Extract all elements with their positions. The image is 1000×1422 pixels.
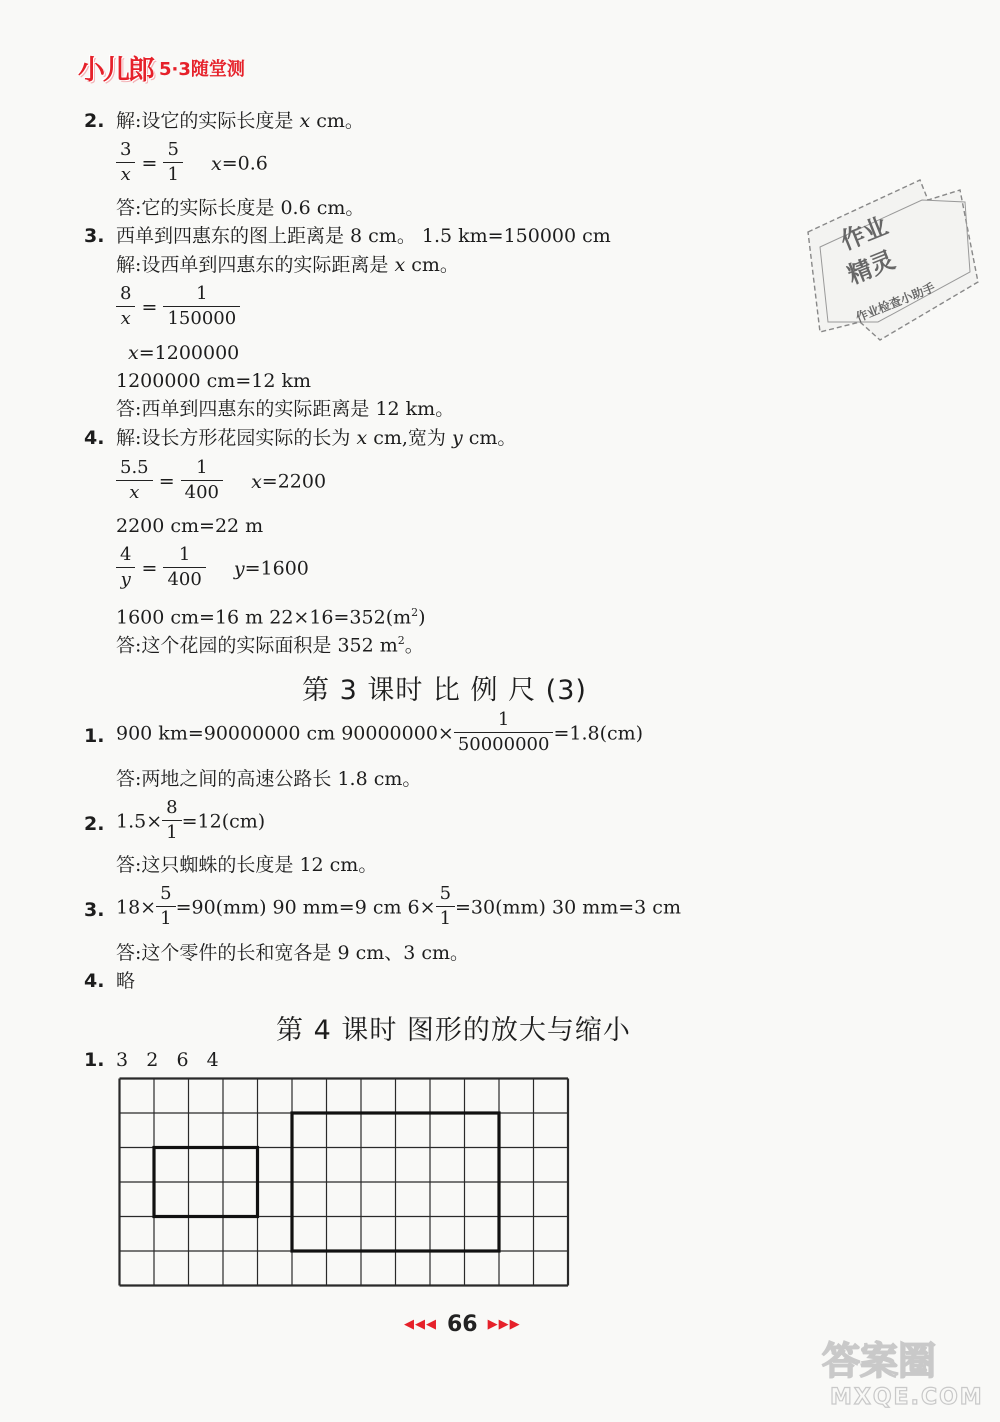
series-text: 5·3随堂测	[159, 58, 245, 80]
question-number: 1.	[84, 725, 105, 747]
question-number: 4.	[84, 970, 105, 992]
q2-intro-line: 解:设它的实际长度是 x cm。	[116, 110, 364, 132]
q4-conversion-1: 2200 cm=22 m	[116, 515, 264, 537]
q3-intro-line: 解:设西单到四惠东的实际距离是 x cm。	[116, 254, 459, 276]
q4-conversion-2: 1600 cm=16 m $22\times 16=352(m^2)$	[116, 606, 426, 629]
q3-proportion: $\frac{8}{x}$ = $\frac{1}{150000}$	[116, 284, 240, 334]
q4-proportion-2: $\frac{4}{y}$ = $\frac{1}{400}$ y=1600	[116, 545, 309, 595]
q4-proportion-1: $\frac{5.5}{x}$ = $\frac{1}{400}$ x=2200	[116, 458, 326, 508]
grid-figure	[118, 1077, 570, 1295]
l3-q2-line: 1.5× $\frac{8}{1}$ =12(cm)	[116, 797, 266, 843]
q3-conversion: 1200000 cm=12 km	[116, 370, 311, 392]
right-arrows-icon: ▶▶▶	[487, 1317, 521, 1332]
question-number: 2.	[84, 813, 105, 835]
stamp-line1: 作业	[836, 211, 892, 256]
question-number: 1.	[84, 1049, 105, 1071]
left-arrows-icon: ◀◀◀	[404, 1317, 437, 1332]
question-number: 4.	[84, 427, 105, 449]
l3-q3-line: 18× $\frac{5}{1}$ =90(mm) 90 mm=9 cm 6× $\frac{5}{1}$ =30(mm) 30 mm=3 cm	[116, 883, 681, 929]
question-number: 2.	[84, 110, 105, 132]
lesson4-title: 第 4 课时 图形的放大与缩小	[276, 1015, 631, 1046]
q3-line1: 西单到四惠东的图上距离是 8 cm。 1.5 km=150000 cm	[116, 225, 611, 247]
logo-text: 小儿郎	[78, 55, 153, 86]
homework-stamp-icon	[800, 172, 985, 347]
stamp-line2: 精灵	[843, 245, 899, 290]
watermark-text: 答案圈	[822, 1339, 937, 1383]
question-number: 3.	[84, 225, 105, 247]
l3-q3-answer: 答:这个零件的长和宽各是 9 cm、3 cm。	[116, 942, 470, 964]
l3-q2-answer: 答:这只蜘蛛的长度是 12 cm。	[116, 854, 378, 876]
enlargement-grid	[118, 1077, 570, 1299]
l3-q4-text: 略	[116, 970, 136, 992]
page-number: 66	[447, 1312, 478, 1337]
q4-answer: 答:这个花园的实际面积是 352 $m^2$。	[116, 634, 424, 657]
brand-logo	[78, 48, 245, 87]
q2-proportion: $\frac{3}{x}$ = $\frac{5}{1}$ x=0.6	[116, 140, 268, 190]
stamp-line3: 作业检查小助手	[853, 280, 938, 325]
q3-answer: 答:西单到四惠东的实际距离是 12 km。	[116, 398, 455, 420]
lesson3-title: 第 3 课时 比 例 尺 (3)	[302, 675, 587, 706]
l3-q1-answer: 答:两地之间的高速公路长 1.8 cm。	[116, 768, 422, 790]
watermark-url: MXQE.COM	[830, 1385, 984, 1410]
l4-q1-answers: 3 2 6 4	[116, 1049, 219, 1071]
l3-q1-line: 900 km=90000000 cm 90000000× $\frac{1}{50000000}$ =1.8(cm)	[116, 709, 644, 755]
site-watermark-icon	[818, 1330, 993, 1410]
q2-answer: 答:它的实际长度是 0.6 cm。	[116, 197, 365, 219]
q4-intro-line: 解:设长方形花园实际的长为 x cm,宽为 y cm。	[116, 427, 517, 449]
question-number: 3.	[84, 899, 105, 921]
q3-solution: x=1200000	[128, 342, 240, 364]
page-number-bar	[404, 1312, 521, 1337]
